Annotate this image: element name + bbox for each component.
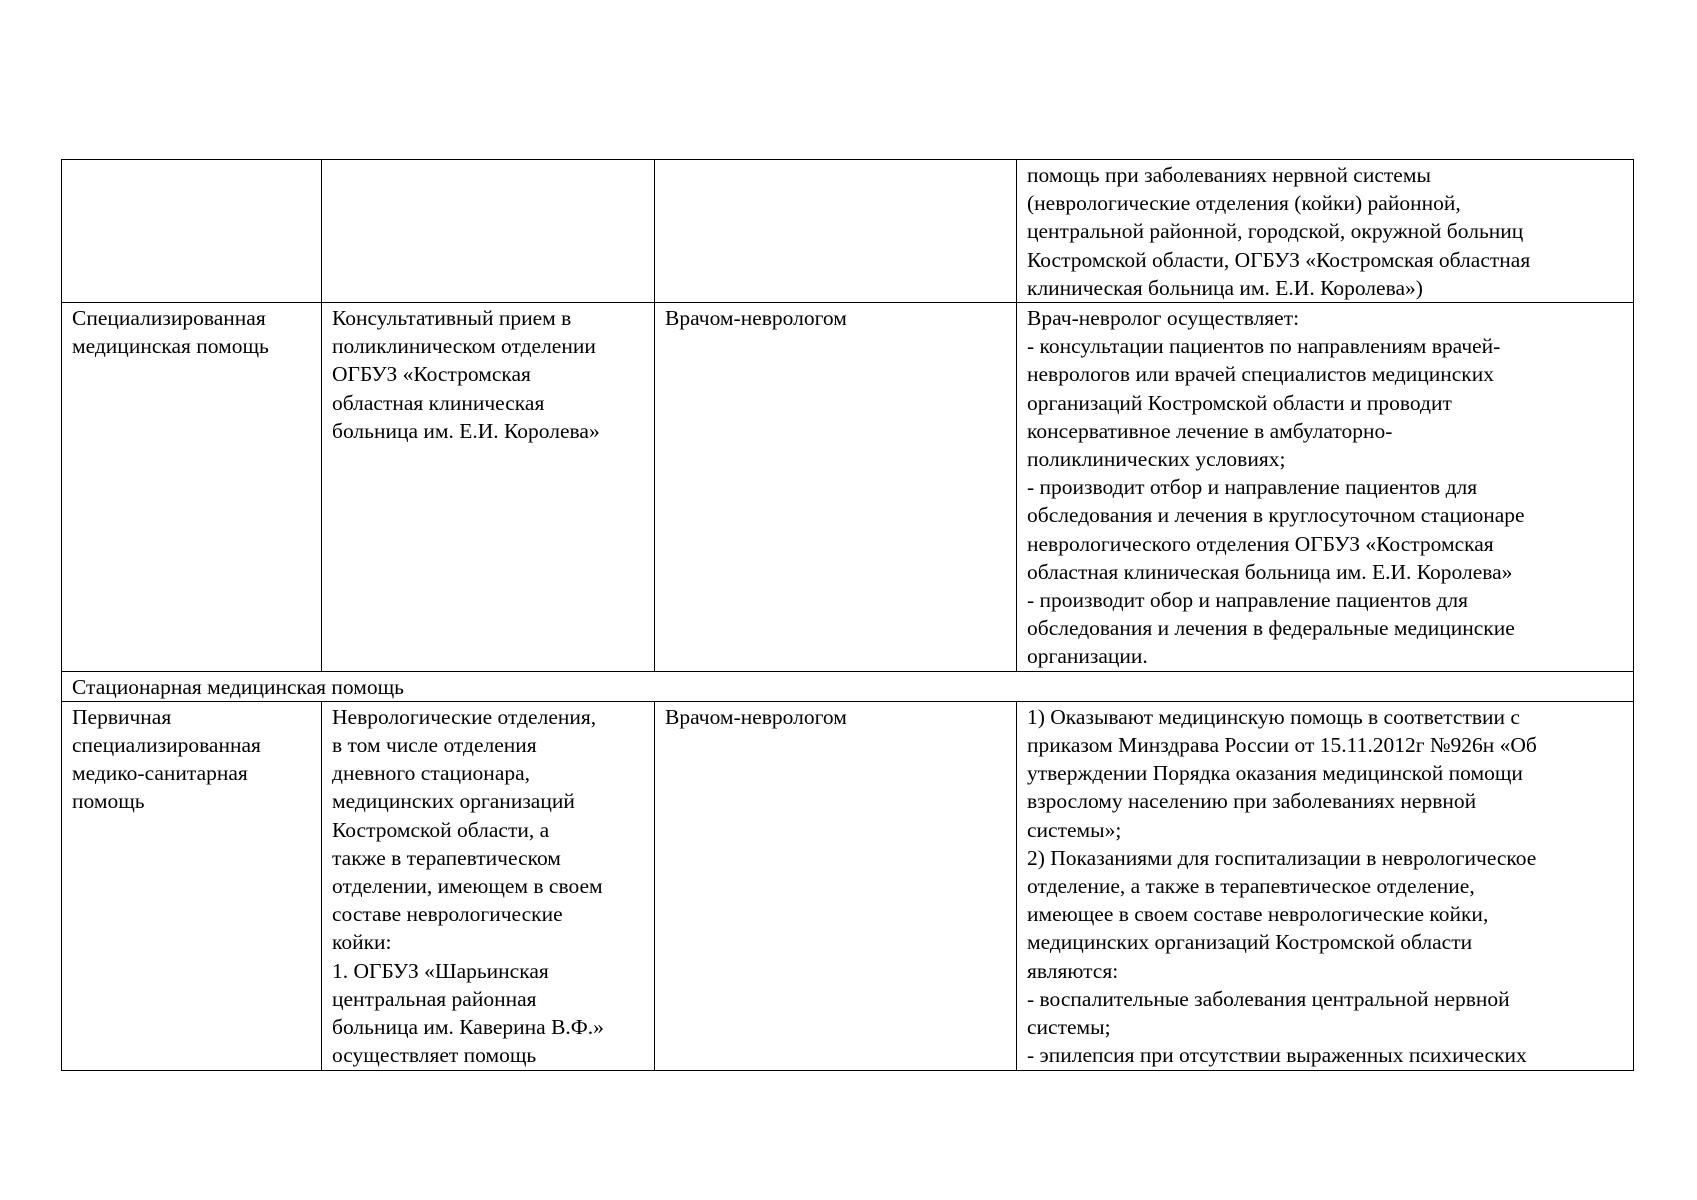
description-cell: 1) Оказывают медицинскую помощь в соответствии с приказом Минздрава России от 15.11.2012г №926н «Об утверждении Порядка оказания медицинской помощи взрослому населению при заболеваниях нервной системы»; 2) Показаниями для госпитализации в неврологическое отделение, а также в терапевтическое отделение, имеющее в своем составе неврологические койки, медицинских организаций Костромской области являются: - воспалительные заболевания центральной нервной системы; - эпилепсия при отсутствии выраженных психических — [1017, 701, 1634, 1070]
care-type-cell — [62, 160, 322, 303]
specialist-cell: Врачом-неврологом — [655, 701, 1017, 1070]
description-cell: Врач-невролог осуществляет: - консультации пациентов по направлениям врачей- неврологов или врачей специалистов медицинских организаций Костромской области и проводит консервативное лечение в амбулаторно- поликлинических условиях; - производит отбор и направление пациентов для обследования и лечения в круглосуточном стационаре неврологического отделения ОГБУЗ «Костромская областная клиническая больница им. Е.И. Королева» - производит обор и направление пациентов для обследования и лечения в федеральные медицинские организации. — [1017, 303, 1634, 672]
description-cell: помощь при заболеваниях нервной системы (неврологические отделения (койки) районной, центральной районной, городской, окружной больниц Костромской области, ОГБУЗ «Костромская областная клиническая больница им. Е.И. Королева») — [1017, 160, 1634, 303]
institution-cell — [322, 160, 655, 303]
specialist-cell: Врачом-неврологом — [655, 303, 1017, 672]
table-row — [62, 160, 1634, 303]
care-type-cell: Специализированная медицинская помощь — [62, 303, 322, 672]
specialist-cell — [655, 160, 1017, 303]
care-type-cell: Первичная специализированная медико-санитарная помощь — [62, 701, 322, 1070]
table-row — [62, 303, 1634, 672]
institution-cell: Консультативный прием в поликлиническом отделении ОГБУЗ «Костромская областная клиническая больница им. Е.И. Королева» — [322, 303, 655, 672]
institution-cell: Неврологические отделения, в том числе отделения дневного стационара, медицинских организаций Костромской области, а также в терапевтическом отделении, имеющем в своем составе неврологические койки: 1. ОГБУЗ «Шарьинская центральная районная больница им. Каверина В.Ф.» осуществляет помощь — [322, 701, 655, 1070]
section-title: Стационарная медицинская помощь — [62, 671, 1634, 701]
table-row — [62, 701, 1634, 1070]
care-table — [61, 159, 1634, 1071]
section-row — [62, 671, 1634, 701]
